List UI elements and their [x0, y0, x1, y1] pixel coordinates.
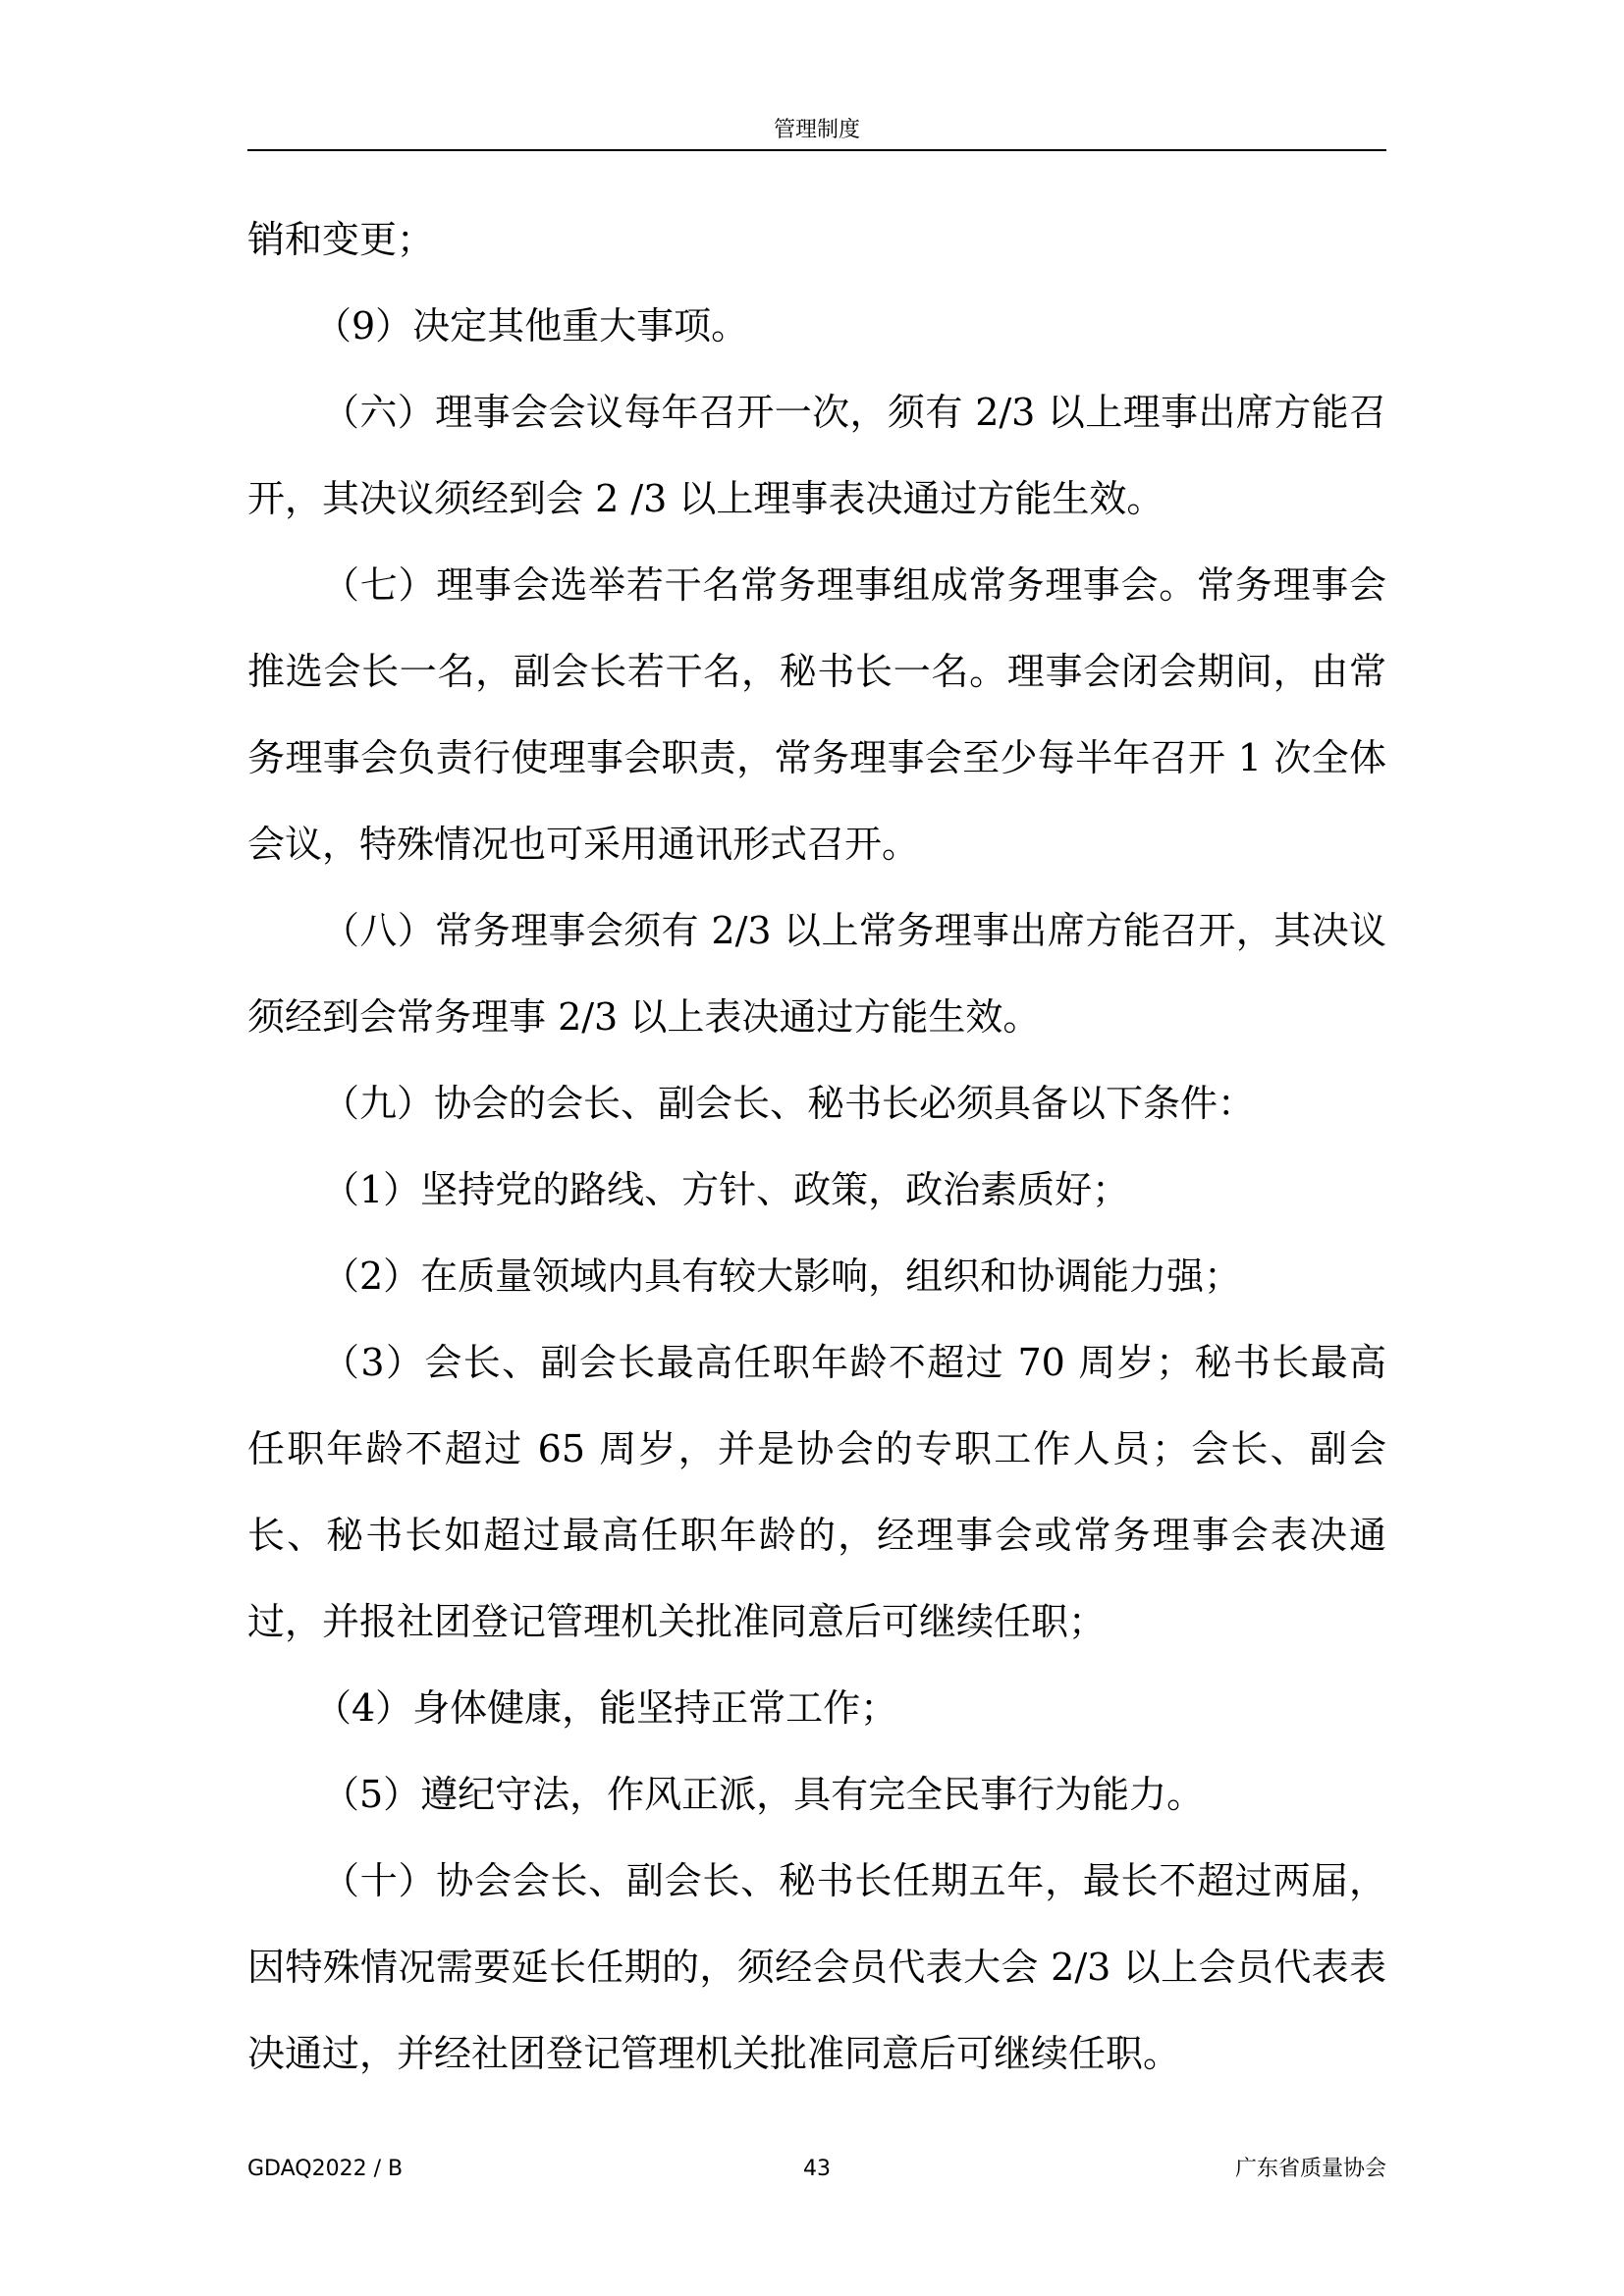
paragraph-condition-2: （2）在质量领域内具有较大影响，组织和协调能力强； — [322, 1255, 1242, 1298]
paragraph-condition-5: （5）遵纪守法，作风正派，具有完全民事行为能力。 — [322, 1773, 1205, 1816]
paragraph-section-9: （九）协会的会长、副会长、秘书长必须具备以下条件： — [322, 1082, 1256, 1125]
paragraph-continuation: 销和变更； — [247, 218, 435, 261]
paragraph-section-10: （十）协会会长、副会长、秘书长任期五年，最长不超过两届，因特殊情况需要延长任期的，须经会员代表大会 2/3 以上会员代表表决通过，并经社团登记管理机关批准同意后可继续任职。 — [247, 1859, 1386, 2075]
paragraph-condition-3: （3）会长、副会长最高任职年龄不超过 70 周岁；秘书长最高任职年龄不超过 65 周岁，并是协会的专职工作人员；会长、副会长、秘书长如超过最高任职年龄的，经理事会或常务理事会表决通过，并报社团登记管理机关批准同意后可继续任职； — [247, 1341, 1386, 1643]
organization-name: 广东省质量协会 — [1234, 2157, 1386, 2181]
paragraph-condition-4: （4）身体健康，能坚持正常工作； — [314, 1686, 898, 1730]
header-divider — [247, 149, 1386, 151]
page-header-title: 管理制度 — [773, 118, 860, 142]
document-body — [247, 196, 1386, 2097]
document-code: GDAQ2022 / B — [247, 2157, 404, 2181]
paragraph-section-7: （七）理事会选举若干名常务理事组成常务理事会。常务理事会推选会长一名，副会长若干名，秘书长一名。理事会闭会期间，由常务理事会负责行使理事会职责，常务理事会至少每半年召开 1 次全体会议，特殊情况也可采用通讯形式召开。 — [247, 563, 1386, 866]
paragraph-section-8: （八）常务理事会须有 2/3 以上常务理事出席方能召开，其决议须经到会常务理事 2/3 以上表决通过方能生效。 — [247, 909, 1386, 1039]
page-number: 43 — [803, 2157, 831, 2181]
paragraph-condition-1: （1）坚持党的路线、方针、政策，政治素质好； — [322, 1168, 1130, 1211]
paragraph-section-6: （六）理事会会议每年召开一次，须有 2/3 以上理事出席方能召开，其决议须经到会 2 /3 以上理事表决通过方能生效。 — [247, 391, 1386, 520]
page-footer — [247, 2150, 1386, 2189]
paragraph-item-9: （9）决定其他重大事项。 — [314, 304, 749, 347]
